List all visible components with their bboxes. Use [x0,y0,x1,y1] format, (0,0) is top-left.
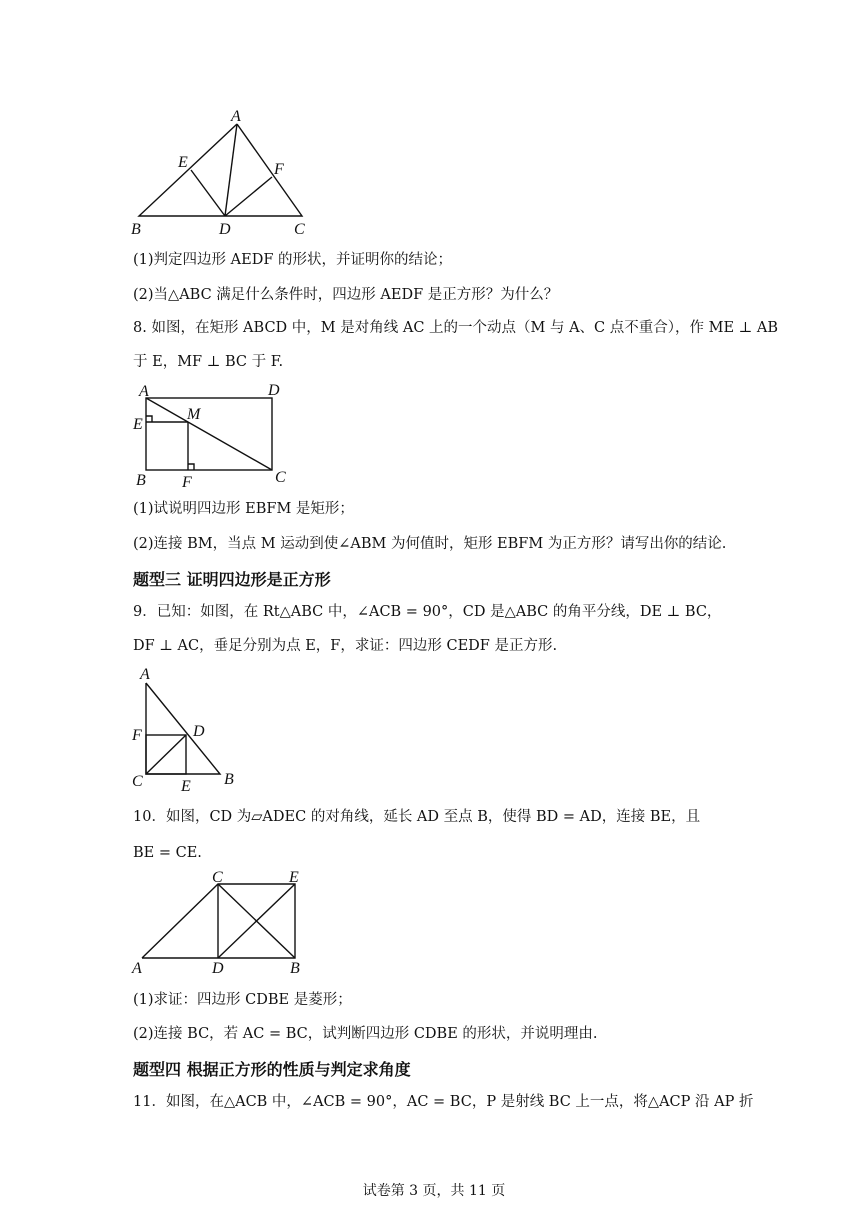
label-c: C [212,869,223,886]
q7-part-1: (1)判定四边形 AEDF 的形状，并证明你的结论； [133,252,452,268]
label-f: F [132,727,142,744]
label-b: B [224,771,234,788]
label-b: B [290,960,300,977]
label-d: D [212,960,224,977]
q10-part-2: (2)连接 BC，若 AC = BC，试判断四边形 CDBE 的形状，并说明理由. [133,1026,598,1042]
q11-text-line-1: 11．如图，在△ACB 中，∠ACB = 90°，AC = BC，P 是射线 BC 上一点，将△ACP 沿 AP 折 [133,1094,754,1110]
label-f: F [182,474,192,491]
label-a: A [139,383,149,400]
label-f: F [274,161,284,178]
label-d: D [219,221,231,238]
q9-text-line-1: 9．已知：如图，在 Rt△ABC 中，∠ACB = 90°，CD 是△ABC 的角平分线，DE ⊥ BC， [133,604,722,620]
label-c: C [275,469,286,486]
label-e: E [133,416,143,433]
section-heading-3: 题型三 证明四边形是正方形 [133,570,331,589]
q8-text-line-2: 于 E，MF ⊥ BC 于 F. [133,354,284,370]
label-c: C [132,773,143,790]
label-b: B [131,221,141,238]
label-a: A [132,960,142,977]
label-d: D [193,723,205,740]
label-e: E [289,869,299,886]
label-c: C [294,221,305,238]
label-d: D [268,382,280,399]
q9-text-line-2: DF ⊥ AC，垂足分别为点 E，F，求证：四边形 CEDF 是正方形. [133,638,558,654]
q8-part-1: (1)试说明四边形 EBFM 是矩形； [133,501,354,517]
label-e: E [181,778,191,795]
q10-part-1: (1)求证：四边形 CDBE 是菱形； [133,992,352,1008]
label-e: E [178,154,188,171]
label-b: B [136,472,146,489]
page-footer: 试卷第 3 页，共 11 页 [362,1183,506,1199]
label-m: M [187,406,201,423]
q10-text-line-2: BE = CE. [133,845,202,861]
q10-text-line-1: 10．如图，CD 为▱ADEC 的对角线，延长 AD 至点 B，使得 BD = AD，连接 BE，且 [133,809,701,825]
q8-text-line-1: 8. 如图，在矩形 ABCD 中，M 是对角线 AC 上的一个动点（M 与 A、C 点不重合），作 ME ⊥ AB [133,320,779,336]
section-heading-4: 题型四 根据正方形的性质与判定求角度 [133,1060,411,1079]
label-a: A [140,666,150,683]
q7-part-2: (2)当△ABC 满足什么条件时，四边形 AEDF 是正方形？为什么？ [133,287,559,303]
label-a: A [231,108,241,125]
q8-part-2: (2)连接 BM，当点 M 运动到使∠ABM 为何值时，矩形 EBFM 为正方形？请写出你的结论. [133,536,727,552]
